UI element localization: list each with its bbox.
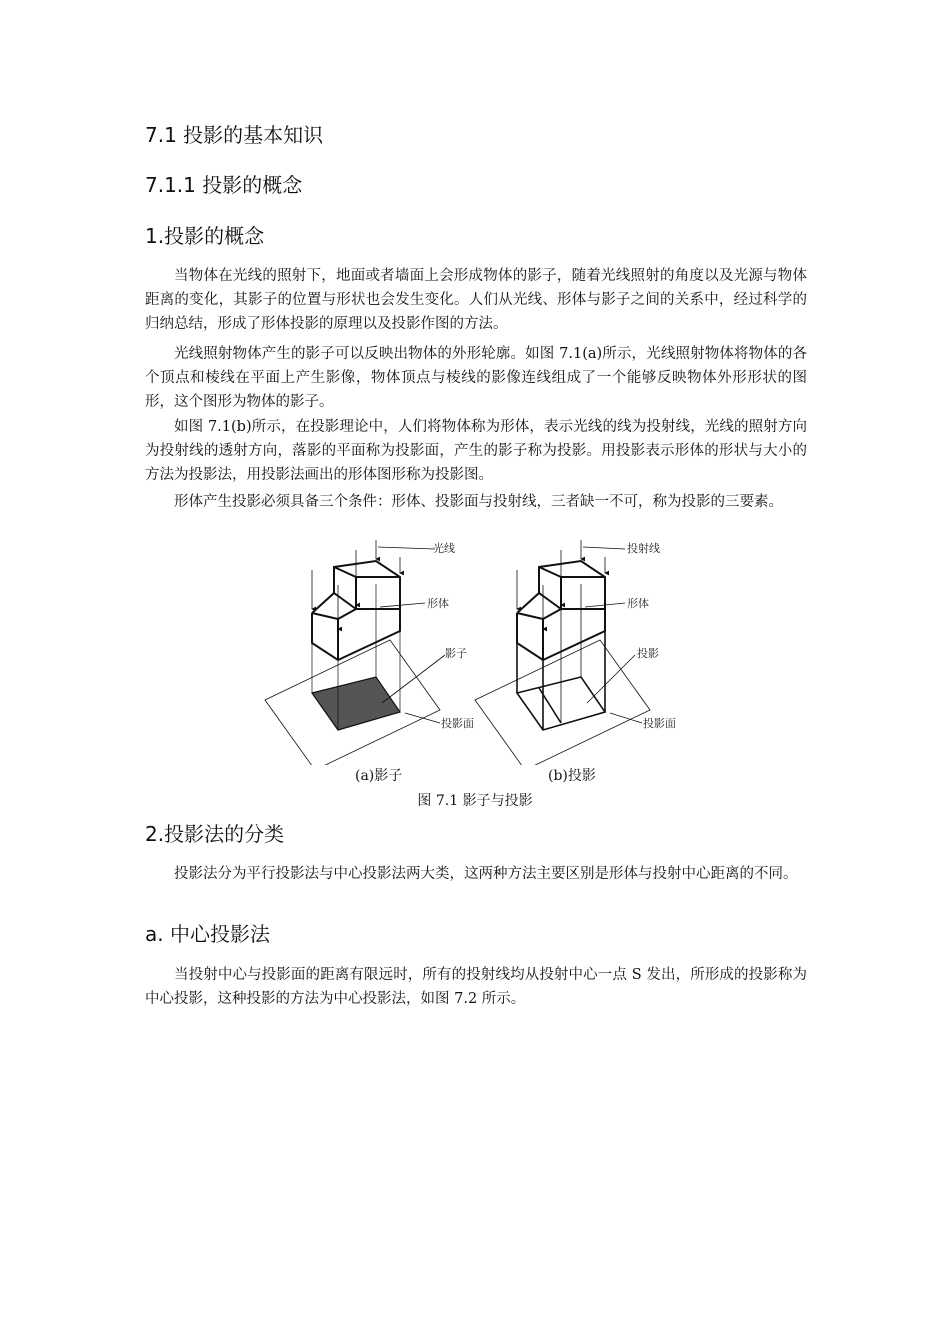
figure-7-1-drawing [255, 535, 695, 765]
figure-subcaption-b: (b)投影 [548, 768, 596, 784]
figure-7-1 [255, 535, 695, 815]
figure-b-projection-diagram [475, 540, 650, 765]
projection-plane-b [475, 640, 650, 765]
paragraph-5: 投影法分为平行投影法与中心投影法两大类，这两种方法主要区别是形体与投射中心距离的不同。 [174, 866, 798, 882]
label-light: 光线 [433, 542, 455, 555]
paragraph-3: 如图 7.1(b)所示，在投影理论中，人们将物体称为形体，表示光线的线为投射线，光线的照射方向为投射线的透射方向，落影的平面称为投影面，产生的影子称为投影。用投影表示形体的形状与大小的方法为投影法，用投影法画出的形体图形称为投影图。 [145, 419, 807, 483]
subsection-heading-7-1-1: 7.1.1 投影的概念 [145, 173, 303, 197]
shadow-shape [312, 677, 400, 730]
heading-projection-concept: 1.投影的概念 [145, 224, 265, 248]
heading-projection-classification: 2.投影法的分类 [145, 822, 285, 846]
label-body-a: 形体 [427, 597, 449, 610]
paragraph-1: 当物体在光线的照射下，地面或者墙面上会形成物体的影子，随着光线照射的角度以及光源与物体距离的变化，其影子的位置与形状也会发生变化。人们从光线、形体与影子之间的关系中，经过科学的归纳总结，形成了形体投影的原理以及投影作图的方法。 [145, 268, 807, 332]
heading-central-projection: a. 中心投影法 [145, 922, 270, 946]
section-heading-7-1: 7.1 投影的基本知识 [145, 123, 324, 147]
figure-a-shadow-diagram [265, 540, 445, 765]
paragraph-4: 形体产生投影必须具备三个条件：形体、投影面与投射线，三者缺一不可，称为投影的三要素。 [174, 494, 783, 510]
paragraph-6: 当投射中心与投影面的距离有限远时，所有的投射线均从投射中心一点 S 发出，所形成的投影称为中心投影，这种投影的方法为中心投影法，如图 7.2 所示。 [145, 967, 807, 1007]
label-plane-b: 投影面 [643, 717, 676, 730]
label-shadow: 影子 [445, 647, 467, 660]
label-projection: 投影 [637, 647, 659, 660]
label-ray: 投射线 [627, 542, 660, 555]
figure-subcaption-a: (a)影子 [355, 768, 403, 784]
label-body-b: 形体 [627, 597, 649, 610]
paragraph-2: 光线照射物体产生的影子可以反映出物体的外形轮廓。如图 7.1(a)所示，光线照射物体将物体的各个顶点和棱线在平面上产生影像，物体顶点与棱线的影像连线组成了一个能够反映物体外形形状的图形，这个图形为物体的影子。 [145, 346, 807, 410]
figure-caption: 图 7.1 影子与投影 [417, 793, 533, 809]
label-plane-a: 投影面 [441, 717, 474, 730]
